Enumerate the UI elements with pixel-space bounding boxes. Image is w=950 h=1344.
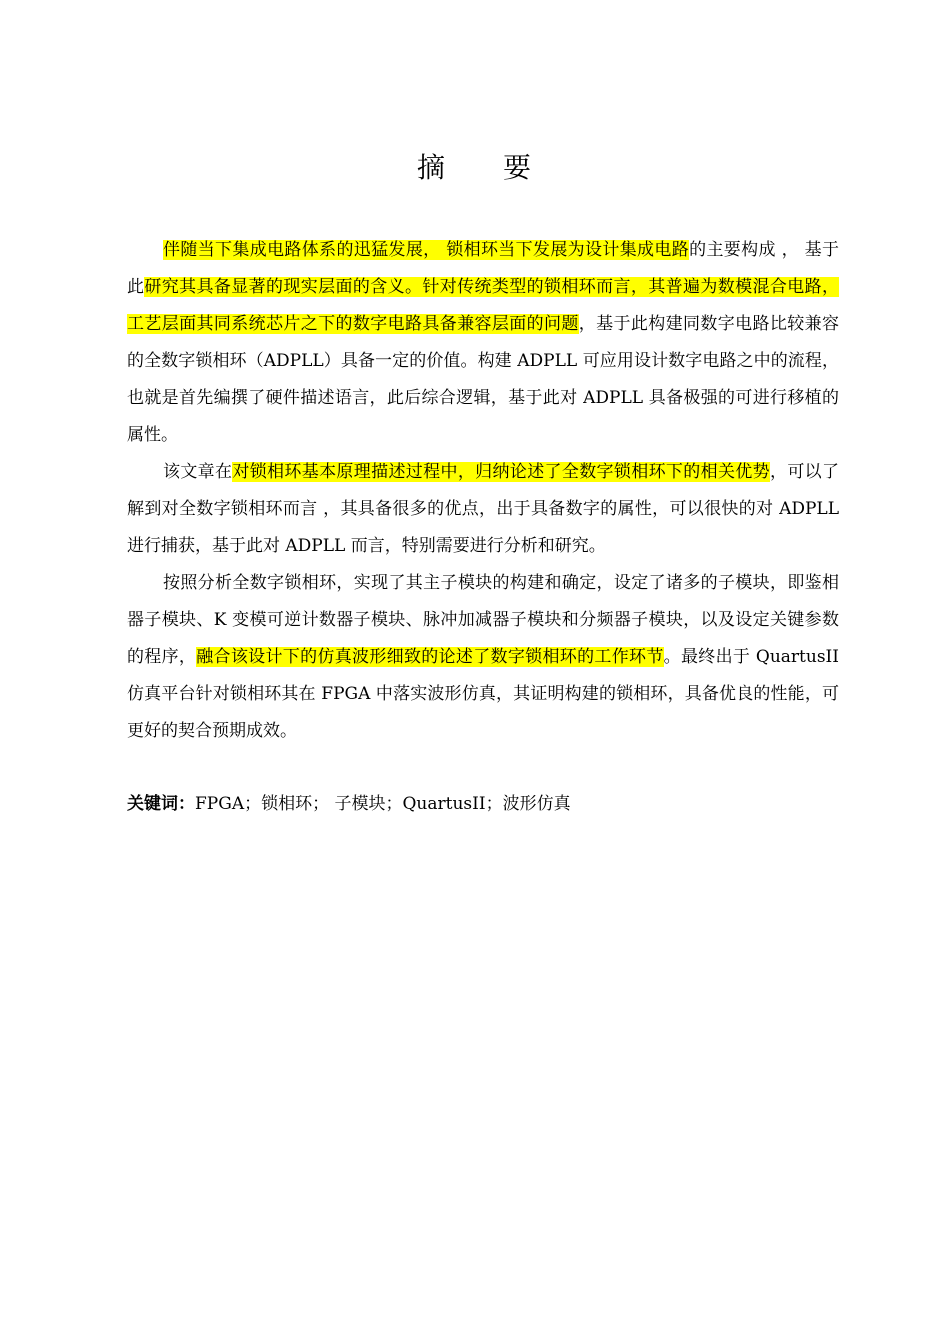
paragraph-1 [127, 232, 839, 454]
keywords-label: 关键词： [127, 794, 195, 814]
body-text: 的主要构成 ， 基于此 [127, 240, 840, 297]
body-text: ，基于此构建同数字电路比较兼容的全数字锁相环（ADPLL）具备一定的价值。构建 ADPLL 可应用设计数字电路之中的流程，也就是首先编撰了硬件描述语言，此后综合逻辑，基于此对 ADPLL 具备极强的可进行移植的属性。 [127, 314, 839, 445]
title-char-1: 摘 [416, 151, 447, 184]
title-char-2: 要 [503, 151, 534, 184]
body-text: 。最终出于 QuartusII 仿真平台针对锁相环其在 FPGA 中落实波形仿真，其证明构建的锁相环，具备优良的性能，可更好的契合预期成效。 [127, 647, 839, 741]
paragraph-2 [127, 454, 839, 565]
highlighted-text: 伴随当下集成电路体系的迅猛发展， 锁相环当下发展为设计集成电路 [163, 240, 690, 260]
highlighted-text: 对锁相环基本原理描述过程中，归纳论述了全数字锁相环下的相关优势 [232, 462, 770, 482]
body-text: 按照分析全数字锁相环，实现了其主子模块的构建和确定，设定了诸多的子模块，即鉴相器子模块、K 变模可逆计数器子模块、脉冲加减器子模块和分频器子模块，以及设定关键参数的程序， [127, 573, 839, 667]
paragraph-3 [127, 565, 839, 750]
body-text: ，可以了解到对全数字锁相环而言 ，其具备很多的优点，出于具备数字的属性，可以很快的对 ADPLL 进行捕获，基于此对 ADPLL 而言，特别需要进行分析和研究。 [127, 462, 840, 556]
highlighted-text: 融合该设计下的仿真波形细致的论述了数字锁相环的工作环节 [196, 647, 664, 667]
abstract-body [127, 232, 839, 750]
keywords-line [127, 786, 839, 823]
highlighted-text: 研究其具备显著的现实层面的含义。针对传统类型的锁相环而言，其普遍为数模混合电路，工艺层面其同系统芯片之下的数字电路具备兼容层面的问题 [127, 277, 839, 334]
body-text: 该文章在 [163, 462, 233, 482]
keywords-text: FPGA；锁相环； 子模块；QuartusII；波形仿真 [195, 794, 571, 814]
page-title [0, 146, 950, 186]
